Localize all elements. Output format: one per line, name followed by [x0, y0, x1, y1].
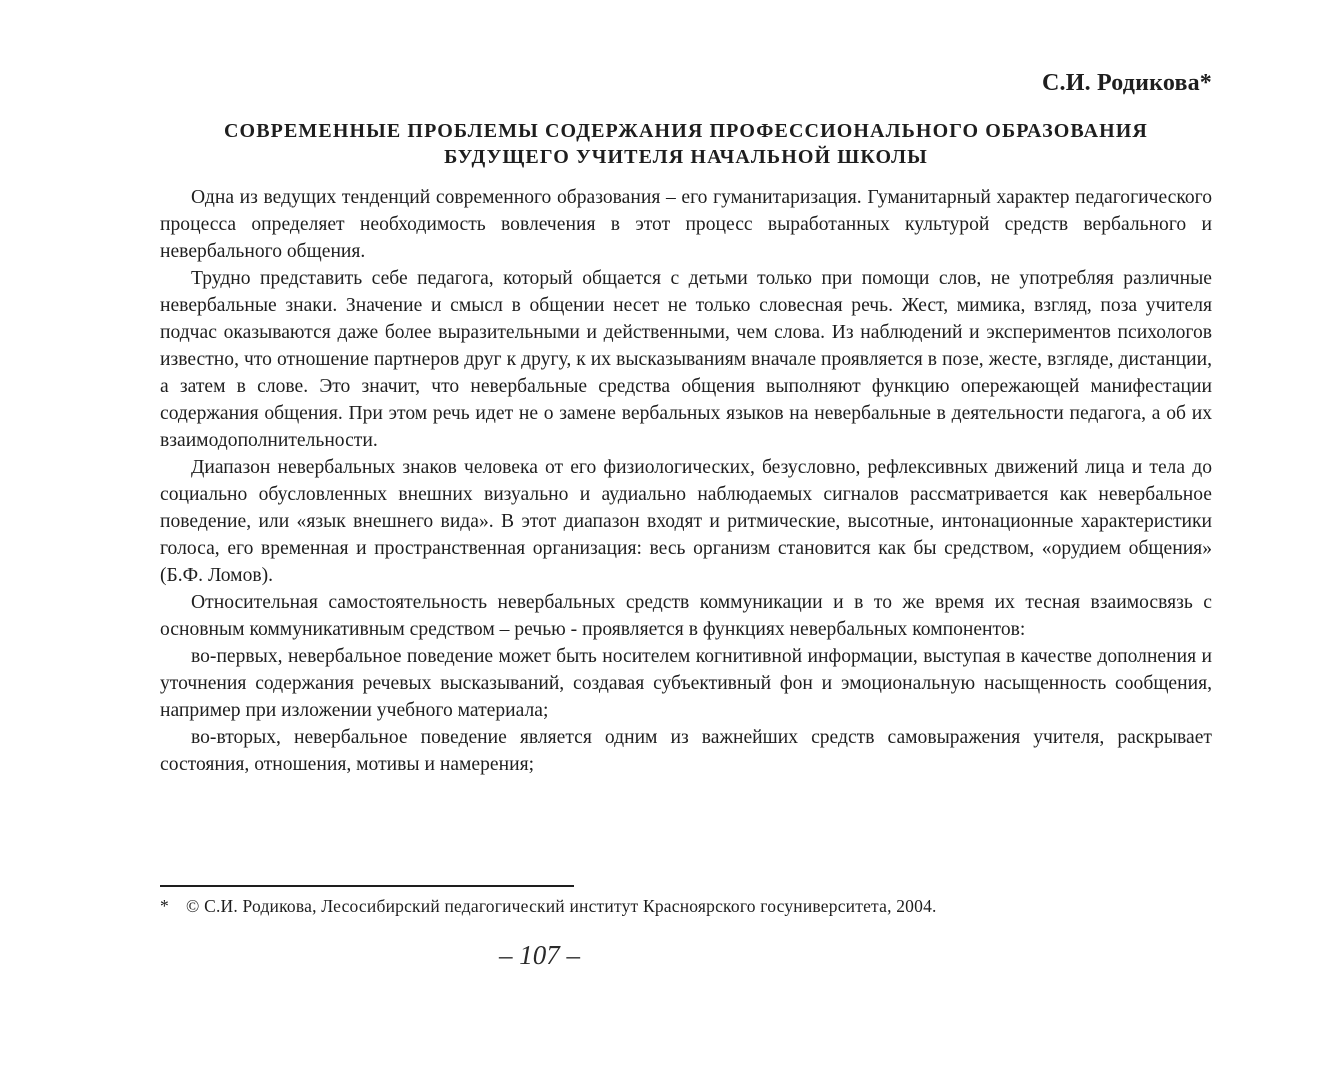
- paragraph: Относительная самостоятельность невербальных средств коммуникации и в то же время их тесная взаимосвязь с основным коммуникативным средством – речью - проявляется в функциях невербальных компонентов:: [160, 592, 1212, 640]
- article-title-line-1: СОВРЕМЕННЫЕ ПРОБЛЕМЫ СОДЕРЖАНИЯ ПРОФЕССИОНАЛЬНОГО ОБРАЗОВАНИЯ: [224, 120, 1148, 142]
- footnote: [160, 893, 937, 919]
- author-name: С.И. Родикова*: [1041, 70, 1212, 96]
- footnote-mark: *: [160, 896, 169, 916]
- article-body: [160, 184, 1212, 778]
- page-number: – 107 –: [499, 940, 580, 970]
- article-title-line-2: БУДУЩЕГО УЧИТЕЛЯ НАЧАЛЬНОЙ ШКОЛЫ: [444, 146, 928, 168]
- paragraph: во-вторых, невербальное поведение является одним из важнейших средств самовыражения учителя, раскрывает состояния, отношения, мотивы и намерения;: [160, 727, 1212, 775]
- article-title: [160, 118, 1212, 170]
- paragraph: Трудно представить себе педагога, который общается с детьми только при помощи слов, не употребляя различные невербальные знаки. Значение и смысл в общении несет не только словесная речь. Жест, мимика, взгляд, поза учителя подчас оказываются даже более выразительными и действенными, чем слова. Из наблюдений и экспериментов психологов известно, что отношение партнеров друг к другу, к их высказываниям вначале проявляется в позе, жесте, взгляде, дистанции, а затем в слове. Это значит, что невербальные средства общения выполняют функцию опережающей манифестации содержания общения. При этом речь идет не о замене вербальных языков на невербальные в деятельности педагога, а об их взаимодополнительности.: [160, 268, 1212, 451]
- paragraph: Диапазон невербальных знаков человека от его физиологических, безусловно, рефлексивных движений лица и тела до социально обусловленных внешних визуально и аудиально наблюдаемых сигналов рассматривается как невербальное поведение, или «язык внешнего вида». В этот диапазон входят и ритмические, высотные, интонационные характеристики голоса, его временная и пространственная организация: весь организм становится как бы средством, «орудием общения» (Б.Ф. Ломов).: [160, 457, 1212, 586]
- paragraph: Одна из ведущих тенденций современного образования – его гуманитаризация. Гуманитарный характер педагогического процесса определяет необходимость вовлечения в этот процесс выработанных культурой средств вербального и невербального общения.: [160, 187, 1212, 262]
- footnote-divider: [160, 885, 574, 887]
- footnote-text: © С.И. Родикова, Лесосибирский педагогический институт Красноярского госуниверситета, 2004.: [186, 896, 937, 916]
- paragraph: во-первых, невербальное поведение может быть носителем когнитивной информации, выступая в качестве дополнения и уточнения содержания речевых высказываний, создавая субъективный фон и эмоциональную насыщенность сообщения, например при изложении учебного материала;: [160, 646, 1212, 721]
- document-page: [160, 0, 1212, 1080]
